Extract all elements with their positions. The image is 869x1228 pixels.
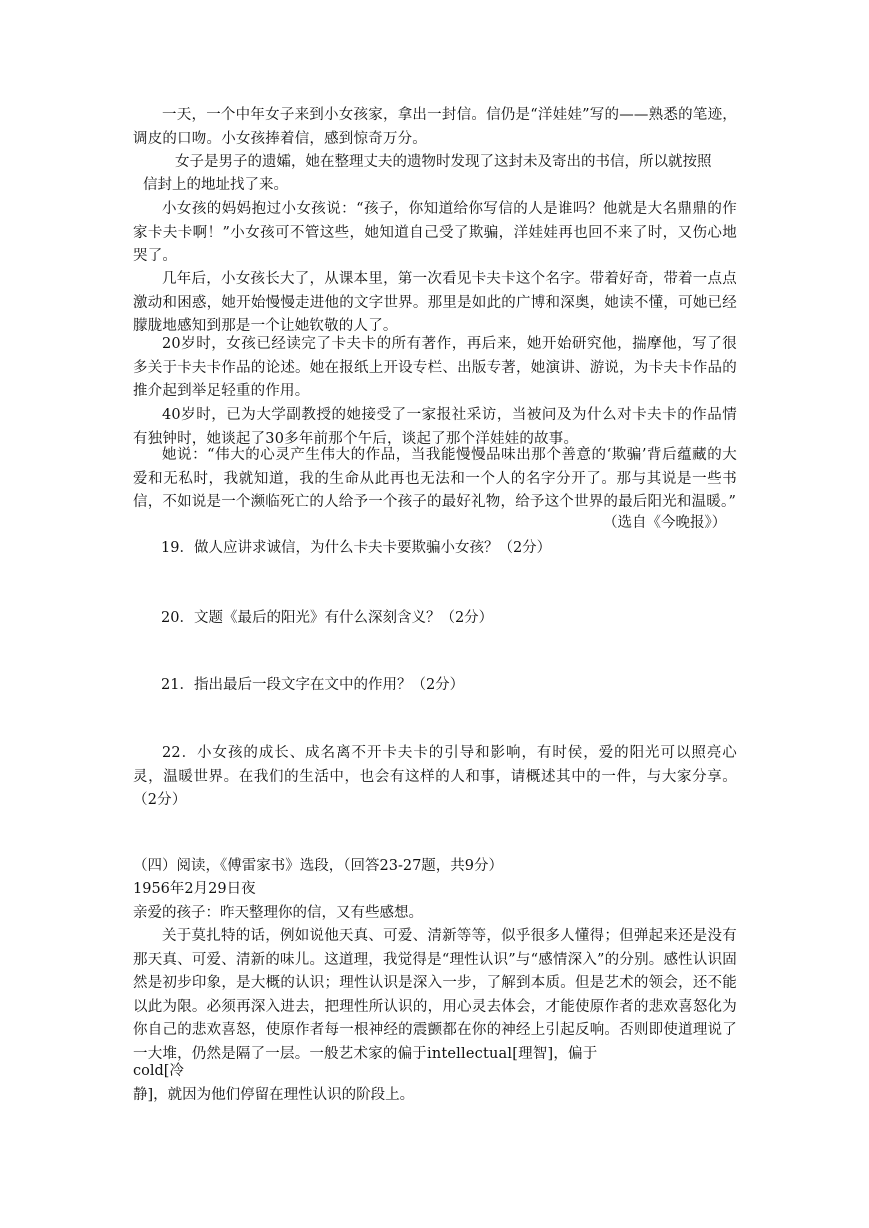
- letter-line-end: 静]，就因为他们停留在理性认识的阶段上。: [133, 1087, 415, 1103]
- source-citation: （选自《今晚报》）: [603, 515, 727, 531]
- paragraph-3: 小女孩的妈妈抱过小女孩说：“孩子，你知道给你写信的人是谁吗？他就是大名鼎鼎的作家卡夫卡啊！”小女孩可不管这些，她知道自己受了欺骗，洋娃娃再也回不来了时，又伤心地哭了。: [133, 201, 737, 264]
- paragraph-1: 一天，一个中年女子来到小女孩家，拿出一封信。信仍是“洋娃娃”写的——熟悉的笔迹，调皮的口吻。小女孩捧着信，感到惊奇万分。: [133, 107, 737, 147]
- paragraph-2-line-1: 女子是男子的遗孀，她在整理丈夫的遗物时发现了这封未及寄出的书信，所以就按照: [175, 154, 712, 170]
- paragraph-4: 几年后，小女孩长大了，从课本里，第一次看见卡夫卡这个名字。带着好奇，带着一点点激动和困惑，她开始慢慢走进他的文字世界。那里是如此的广博和深奥，她读不懂，可她已经朦胧地感知到那是一个让她钦敬的人了。: [133, 271, 737, 334]
- question-22: 22．小女孩的成长、成名离不开卡夫卡的引导和影响，有时侯，爱的阳光可以照亮心灵，温暖世界。在我们的生活中，也会有这样的人和事，请概述其中的一件，与大家分享。（2分）: [133, 745, 737, 808]
- section-4-heading: （四）阅读，《傅雷家书》选段，（回答23-27题，共9分）: [133, 858, 504, 874]
- paragraph-6: 40岁时，已为大学副教授的她接受了一家报社采访，当被问及为什么对卡夫卡的作品情有独钟时，她谈起了30多年前那个午后，谈起了那个洋娃娃的故事。: [133, 407, 737, 447]
- question-20: 20．文题《最后的阳光》有什么深刻含义？（2分）: [161, 610, 494, 626]
- question-19: 19．做人应讲求诚信，为什么卡夫卡要欺骗小女孩？（2分）: [161, 540, 552, 556]
- paragraph-7: 她说：“伟大的心灵产生伟大的作品，当我能慢慢品味出那个善意的‘欺骗’背后蕴藏的大爱和无私时，我就知道，我的生命从此再也无法和一个人的名字分开了。那与其说是一些书信，不如说是一个濒临死亡的人给予一个孩子的最好礼物，给予这个世界的最后阳光和温暖。”: [133, 447, 737, 510]
- question-21: 21．指出最后一段文字在文中的作用？（2分）: [161, 677, 465, 693]
- paragraph-5: 20岁时，女孩已经读完了卡夫卡的所有著作，再后来，她开始研究他，揣摩他，写了很多关于卡夫卡作品的论述。她在报纸上开设专栏、出版专著，她演讲、游说，为卡夫卡作品的推介起到举足轻重的作用。: [133, 336, 737, 399]
- letter-date: 1956年2月29日夜: [133, 881, 256, 897]
- letter-body: 关于莫扎特的话，例如说他天真、可爱、清新等等，似乎很多人懂得；但弹起来还是没有那天真、可爱、清新的味儿。这道理，我觉得是“理性认识”与“感情深入”的分别。感性认识固然是初步印象，是大概的认识；理性认识是深入一步，了解到本质。但是艺术的领会，还不能以此为限。必须再深入进去，把理性所认识的，用心灵去体会，才能使原作者的悲欢喜怒化为你自己的悲欢喜怒，使原作者每一根神经的震颤都在你的神经上引起反响。否则即使道理说了一大堆，仍然是隔了一层。一般艺术家的偏于intellectual[理智]，偏于: [133, 928, 737, 1062]
- letter-greeting: 亲爱的孩子：昨天整理你的信，又有些感想。: [133, 905, 423, 921]
- paragraph-2-line-2: 信封上的地址找了来。: [143, 177, 288, 193]
- letter-line-cold: cold[冷: [133, 1063, 184, 1079]
